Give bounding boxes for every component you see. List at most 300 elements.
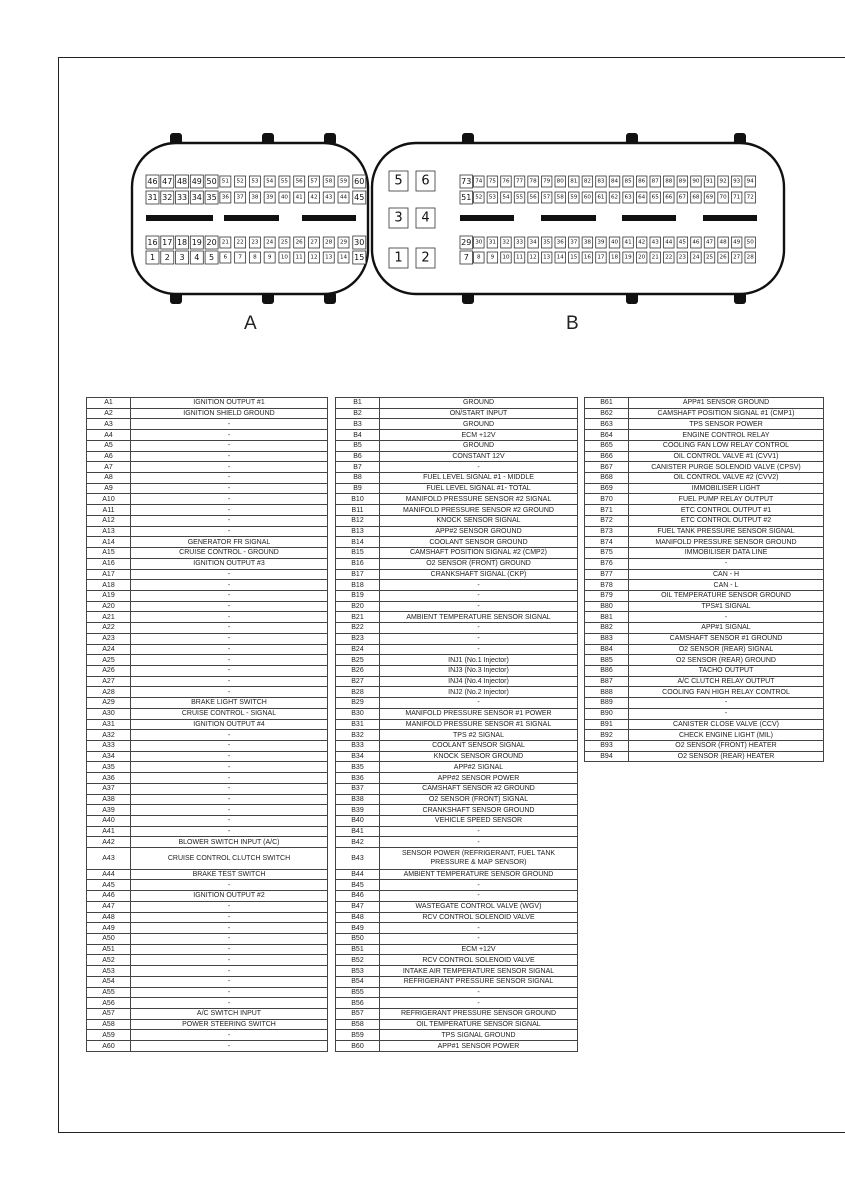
pin-id: A60 [87, 1041, 131, 1052]
pin-row [87, 398, 328, 409]
pin-id: B35 [336, 762, 380, 773]
pin-description: OIL TEMPERATURE SENSOR GROUND [629, 590, 824, 601]
pin-description: - [131, 676, 328, 687]
pin-row [336, 612, 578, 623]
pin-number: 26 [719, 254, 727, 261]
pin-number: 4 [421, 210, 430, 226]
pin-row [87, 773, 328, 784]
pin-row [336, 419, 578, 430]
pin-row [336, 805, 578, 816]
pin-row [336, 398, 578, 409]
pin-description: GROUND [380, 419, 578, 430]
pin-description: CRANKSHAFT SENSOR GROUND [380, 805, 578, 816]
pin-id: B47 [336, 901, 380, 912]
pin-description: - [380, 580, 578, 591]
pin-description: CHECK ENGINE LIGHT (MIL) [629, 730, 824, 741]
key-bar [541, 215, 596, 221]
pin-description: - [380, 644, 578, 655]
pin-id: B68 [585, 473, 629, 484]
key-bar [703, 215, 757, 221]
pin-id: B33 [336, 741, 380, 752]
pin-id: A55 [87, 987, 131, 998]
pin-number: 18 [176, 238, 188, 247]
pin-number: 15 [570, 254, 578, 261]
pin-row [87, 558, 328, 569]
pin-row [87, 687, 328, 698]
pin-description: COOLANT SENSOR SIGNAL [380, 741, 578, 752]
pin-description: - [131, 430, 328, 441]
pin-row [336, 1019, 578, 1030]
pin-id: B27 [336, 676, 380, 687]
pin-row [87, 837, 328, 848]
pin-description: CRUISE CONTROL CLUTCH SWITCH [131, 848, 328, 870]
pin-id: B2 [336, 408, 380, 419]
pin-id: A32 [87, 730, 131, 741]
pin-description: CANISTER CLOSE VALVE (CCV) [629, 719, 824, 730]
pin-id: B5 [336, 440, 380, 451]
pin-description: WASTEGATE CONTROL VALVE (WGV) [380, 901, 578, 912]
pin-row [585, 698, 824, 709]
pin-id: B67 [585, 462, 629, 473]
pin-row [87, 955, 328, 966]
pin-description: FUEL LEVEL SIGNAL #1- TOTAL [380, 483, 578, 494]
pin-id: B44 [336, 869, 380, 880]
pin-id: A25 [87, 655, 131, 666]
pin-description: - [380, 837, 578, 848]
pin-description: IMMOBILISER DATA LINE [629, 548, 824, 559]
pin-id: B10 [336, 494, 380, 505]
pin-number: 62 [610, 194, 619, 201]
pin-number: 54 [266, 178, 274, 185]
pin-id: A1 [87, 398, 131, 409]
pin-description: - [131, 976, 328, 987]
pin-number: 68 [692, 194, 700, 201]
pin-id: B28 [336, 687, 380, 698]
pin-number: 23 [678, 254, 686, 261]
pin-row [87, 805, 328, 816]
pin-description: KNOCK SENSOR GROUND [380, 751, 578, 762]
pin-id: A9 [87, 483, 131, 494]
pin-description: CAN - L [629, 580, 824, 591]
pin-id: B34 [336, 751, 380, 762]
pin-row [87, 976, 328, 987]
pin-number: 27 [733, 254, 741, 261]
pin-number: 31 [147, 193, 158, 202]
pin-description: - [131, 741, 328, 752]
pin-description: - [131, 633, 328, 644]
pin-row [336, 451, 578, 462]
pin-row [336, 912, 578, 923]
connector-b-label: B [566, 313, 579, 334]
pin-description: - [131, 462, 328, 473]
pin-number: 40 [280, 194, 288, 201]
pin-id: B40 [336, 816, 380, 827]
pin-description: A/C CLUTCH RELAY OUTPUT [629, 676, 824, 687]
pin-id: A52 [87, 955, 131, 966]
pin-row [87, 440, 328, 451]
pin-description: - [131, 419, 328, 430]
pin-number: 30 [354, 238, 365, 247]
pin-description: MANIFOLD PRESSURE SENSOR #2 SIGNAL [380, 494, 578, 505]
pin-description: - [380, 623, 578, 634]
pin-row [336, 644, 578, 655]
pin-id: A30 [87, 708, 131, 719]
pin-id: B12 [336, 515, 380, 526]
pin-row [336, 601, 578, 612]
pin-row [585, 751, 824, 762]
pin-number: 24 [692, 254, 700, 261]
pin-description: - [131, 440, 328, 451]
pin-description: CAMSHAFT SENSOR #1 GROUND [629, 633, 824, 644]
pin-id: B86 [585, 665, 629, 676]
pin-description: - [380, 998, 578, 1009]
key-bar [622, 215, 676, 221]
pin-description: OIL CONTROL VALVE #1 (CVV1) [629, 451, 824, 462]
pin-number: 65 [651, 194, 659, 201]
pin-row [336, 901, 578, 912]
pin-number: 10 [502, 254, 510, 261]
pin-row [87, 751, 328, 762]
pin-id: A8 [87, 473, 131, 484]
pin-number: 4 [194, 253, 200, 262]
pin-id: B11 [336, 505, 380, 516]
pin-id: B93 [585, 741, 629, 752]
pin-number: 84 [610, 178, 619, 185]
pin-number: 59 [339, 178, 348, 185]
pin-description: CAN - H [629, 569, 824, 580]
key-bar [460, 215, 514, 221]
pin-id: A59 [87, 1030, 131, 1041]
pin-number: 30 [475, 239, 483, 246]
pin-description: - [380, 891, 578, 902]
pin-row [585, 483, 824, 494]
pin-row [87, 912, 328, 923]
pin-id: A20 [87, 601, 131, 612]
pin-id: B6 [336, 451, 380, 462]
pin-number: 56 [529, 194, 537, 201]
pin-number: 51 [221, 178, 229, 185]
pin-description: - [131, 794, 328, 805]
pin-row [336, 719, 578, 730]
pin-row [336, 580, 578, 591]
pin-number: 45 [678, 239, 686, 246]
pin-row [585, 473, 824, 484]
pin-row [336, 494, 578, 505]
pin-id: B25 [336, 655, 380, 666]
pin-id: B50 [336, 934, 380, 945]
pin-description: IGNITION OUTPUT #3 [131, 558, 328, 569]
key-bar [302, 215, 356, 221]
pin-row [336, 891, 578, 902]
pin-id: A46 [87, 891, 131, 902]
pin-id: B32 [336, 730, 380, 741]
pin-row [87, 419, 328, 430]
pin-number: 19 [191, 238, 202, 247]
pin-id: B31 [336, 719, 380, 730]
pin-row [336, 687, 578, 698]
pin-id: B88 [585, 687, 629, 698]
pin-description: - [629, 612, 824, 623]
pin-row [336, 1041, 578, 1052]
pin-id: A29 [87, 698, 131, 709]
pin-description: - [380, 987, 578, 998]
pin-id: B83 [585, 633, 629, 644]
pin-description: - [380, 590, 578, 601]
pin-id: A41 [87, 826, 131, 837]
pin-number: 67 [678, 194, 686, 201]
pin-number: 51 [461, 193, 472, 202]
pin-id: B92 [585, 730, 629, 741]
pin-id: A22 [87, 623, 131, 634]
pin-number: 48 [176, 177, 188, 186]
pin-number: 3 [394, 210, 403, 226]
pin-number: 73 [461, 177, 472, 186]
pin-row [585, 430, 824, 441]
pin-number: 85 [624, 178, 632, 185]
pin-description: - [131, 505, 328, 516]
pin-id: B57 [336, 1009, 380, 1020]
pin-number: 5 [209, 253, 215, 262]
pin-number: 72 [746, 194, 754, 201]
pin-id: B65 [585, 440, 629, 451]
pin-description: CONSTANT 12V [380, 451, 578, 462]
pin-id: B90 [585, 708, 629, 719]
pin-id: B21 [336, 612, 380, 623]
pin-number: 16 [583, 254, 591, 261]
pin-row [87, 569, 328, 580]
pin-description: - [131, 1041, 328, 1052]
pin-id: B72 [585, 515, 629, 526]
pin-number: 38 [251, 194, 259, 201]
pin-row [87, 848, 328, 870]
pin-description: BRAKE LIGHT SWITCH [131, 698, 328, 709]
pin-row [336, 708, 578, 719]
pin-number: 80 [556, 178, 564, 185]
pin-row [87, 934, 328, 945]
pin-number: 83 [597, 178, 605, 185]
pin-id: A5 [87, 440, 131, 451]
pin-description: IGNITION OUTPUT #4 [131, 719, 328, 730]
pin-number: 90 [692, 178, 700, 185]
pin-description: APP#2 SENSOR POWER [380, 773, 578, 784]
pin-row [585, 612, 824, 623]
pin-id: B43 [336, 848, 380, 870]
pin-id: B74 [585, 537, 629, 548]
pin-number: 66 [665, 194, 673, 201]
pin-id: B49 [336, 923, 380, 934]
pin-number: 36 [221, 194, 229, 201]
pin-description: - [131, 612, 328, 623]
pin-description: CAMSHAFT SENSOR #2 GROUND [380, 783, 578, 794]
pin-row [336, 826, 578, 837]
pin-id: A15 [87, 548, 131, 559]
pin-row [336, 537, 578, 548]
pin-number: 63 [624, 194, 632, 201]
pin-number: 34 [529, 239, 537, 246]
pin-row [87, 1041, 328, 1052]
pin-row [336, 483, 578, 494]
pin-id: A16 [87, 558, 131, 569]
pin-number: 55 [280, 178, 288, 185]
pin-number: 93 [733, 178, 741, 185]
pin-number: 24 [266, 239, 274, 246]
pin-description: - [131, 451, 328, 462]
pin-id: B23 [336, 633, 380, 644]
pin-number: 19 [624, 254, 632, 261]
pin-id: B1 [336, 398, 380, 409]
pin-number: 46 [692, 239, 700, 246]
pin-id: B3 [336, 419, 380, 430]
pin-number: 16 [147, 238, 158, 247]
pin-id: B78 [585, 580, 629, 591]
pin-id: A2 [87, 408, 131, 419]
pin-description: COOLING FAN HIGH RELAY CONTROL [629, 687, 824, 698]
pin-number: 29 [339, 239, 348, 246]
pin-id: A36 [87, 773, 131, 784]
pin-description: - [629, 698, 824, 709]
pin-row [336, 955, 578, 966]
pin-row [336, 462, 578, 473]
pin-description: - [131, 880, 328, 891]
pin-number: 5 [394, 173, 403, 189]
pin-row [87, 612, 328, 623]
pin-id: B52 [336, 955, 380, 966]
pin-row [87, 762, 328, 773]
pin-row [87, 655, 328, 666]
pin-description: - [131, 773, 328, 784]
pin-id: A40 [87, 816, 131, 827]
pin-row [87, 483, 328, 494]
pin-description: INJ1 (No.1 Injector) [380, 655, 578, 666]
pin-row [585, 665, 824, 676]
pin-number: 49 [733, 239, 741, 246]
pin-id: B22 [336, 623, 380, 634]
pin-row [336, 473, 578, 484]
pin-id: A38 [87, 794, 131, 805]
pin-id: A53 [87, 966, 131, 977]
pin-id: B82 [585, 623, 629, 634]
pin-id: B87 [585, 676, 629, 687]
pin-row [336, 548, 578, 559]
pin-description: - [131, 687, 328, 698]
pin-row [336, 633, 578, 644]
pin-description: - [131, 665, 328, 676]
pin-description: - [380, 601, 578, 612]
pin-description: TPS SIGNAL GROUND [380, 1030, 578, 1041]
pin-row [87, 601, 328, 612]
pin-description: APP#2 SENSOR GROUND [380, 526, 578, 537]
pin-description: - [131, 483, 328, 494]
pin-id: B55 [336, 987, 380, 998]
pin-number: 2 [421, 250, 430, 266]
pin-description: VEHICLE SPEED SENSOR [380, 816, 578, 827]
pin-number: 7 [238, 254, 242, 261]
pin-number: 41 [295, 194, 303, 201]
pin-id: B94 [585, 751, 629, 762]
pin-id: A56 [87, 998, 131, 1009]
pin-number: 32 [162, 193, 173, 202]
pin-description: - [131, 644, 328, 655]
pin-number: 38 [583, 239, 591, 246]
pin-id: B26 [336, 665, 380, 676]
key-bar [224, 215, 279, 221]
pin-row [87, 901, 328, 912]
pin-description: O2 SENSOR (REAR) HEATER [629, 751, 824, 762]
pin-number: 20 [638, 254, 646, 261]
pin-number: 6 [421, 173, 430, 189]
pin-number: 89 [678, 178, 686, 185]
pin-description: - [131, 580, 328, 591]
pin-row [87, 451, 328, 462]
pin-id: A54 [87, 976, 131, 987]
pin-row [336, 569, 578, 580]
pin-description: BRAKE TEST SWITCH [131, 869, 328, 880]
pin-number: 69 [705, 194, 714, 201]
pin-description: - [380, 698, 578, 709]
pinout-table-b2 [584, 397, 824, 762]
pin-id: B56 [336, 998, 380, 1009]
pin-id: B51 [336, 944, 380, 955]
pin-id: A27 [87, 676, 131, 687]
pin-description: FUEL PUMP RELAY OUTPUT [629, 494, 824, 505]
pin-id: A4 [87, 430, 131, 441]
pin-row [336, 430, 578, 441]
pin-id: B58 [336, 1019, 380, 1030]
pin-description: - [131, 730, 328, 741]
pin-id: B15 [336, 548, 380, 559]
pin-number: 33 [515, 239, 524, 246]
pin-description: - [380, 633, 578, 644]
pin-description: COOLING FAN LOW RELAY CONTROL [629, 440, 824, 451]
pin-description: APP#2 SIGNAL [380, 762, 578, 773]
pin-number: 77 [515, 178, 524, 185]
pin-number: 94 [746, 178, 754, 185]
pin-row [336, 783, 578, 794]
pin-id: B76 [585, 558, 629, 569]
pin-row [585, 515, 824, 526]
pin-description: - [131, 901, 328, 912]
pin-description: - [380, 934, 578, 945]
pin-number: 39 [597, 239, 605, 246]
pin-row [336, 880, 578, 891]
pin-row [585, 580, 824, 591]
pin-id: B20 [336, 601, 380, 612]
pin-description: - [629, 558, 824, 569]
pin-number: 14 [556, 254, 564, 261]
pin-number: 32 [502, 239, 510, 246]
pin-row [87, 891, 328, 902]
pin-description: - [629, 708, 824, 719]
pin-description: IGNITION SHIELD GROUND [131, 408, 328, 419]
pin-row [585, 558, 824, 569]
pin-number: 11 [295, 254, 303, 261]
pin-row [585, 676, 824, 687]
pin-description: O2 SENSOR (FRONT) HEATER [629, 741, 824, 752]
pin-number: 57 [543, 194, 551, 201]
pin-description: O2 SENSOR (REAR) SIGNAL [629, 644, 824, 655]
pin-row [585, 440, 824, 451]
pin-row [336, 623, 578, 634]
pin-number: 1 [394, 250, 403, 266]
pin-description: - [131, 515, 328, 526]
pin-row [336, 869, 578, 880]
connector-diagram [0, 0, 845, 350]
pin-number: 56 [295, 178, 303, 185]
pin-id: A3 [87, 419, 131, 430]
pin-number: 70 [719, 194, 727, 201]
pin-description: REFRIGERANT PRESSURE SENSOR GROUND [380, 1009, 578, 1020]
pin-number: 53 [251, 178, 259, 185]
